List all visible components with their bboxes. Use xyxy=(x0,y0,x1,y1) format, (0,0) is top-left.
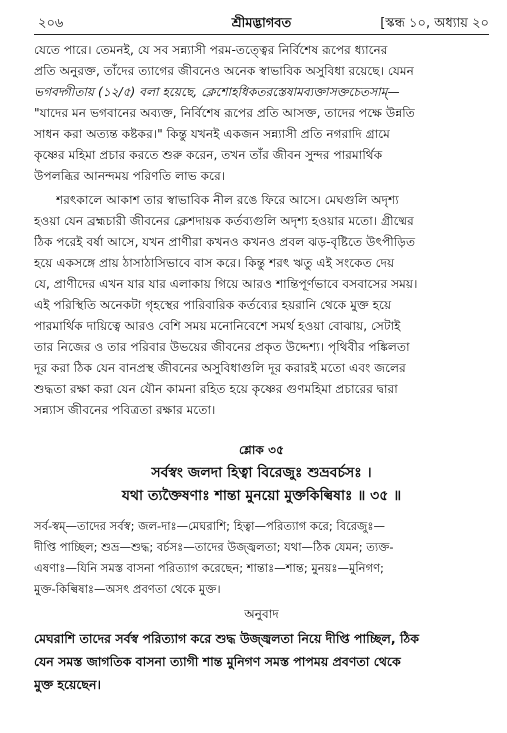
purport-line: তার নিজের ও তার পরিবার উভয়ের জীবনের প্রকৃত উদ্দেশ্য। পৃথিবীর পঙ্কিলতা xyxy=(34,340,410,354)
purport-line: ভগবদ্গীতায় (১২/৫) বলা হয়েছে, ক্লেশোহধিকতরস্তেষামব্যক্তাসক্তচেতসাম্— xyxy=(34,85,400,99)
verse-line: সর্বস্বং জলদা হিত্বা বিরেজুঃ শুভ্রবর্চসঃ । xyxy=(151,465,372,481)
page-header xyxy=(34,14,489,32)
verse-heading: শ্লোক ৩৫ xyxy=(238,443,285,457)
synonyms-line: দীপ্তি পাচ্ছিল; শুভ্র—শুদ্ধ; বর্চসঃ—তাদের উজ্জ্বলতা; যথা—ঠিক যেমন; ত্যক্ত- xyxy=(34,540,394,554)
verse-line: যথা ত্যক্তৈষণাঃ শান্তা মুনয়ো মুক্তকিল্বিষাঃ ॥ ৩৫ ॥ xyxy=(121,488,402,504)
purport-line: ঠিক পরেই বর্ষা আসে, যখন প্রাণীরা কখনও কখনও প্রবল ঝড়-বৃষ্টিতে উৎপীড়িত xyxy=(34,235,416,249)
purport-line: প্রতি অনুরক্ত, তাঁদের ত্যাগের জীবনেও অনেক স্বাভাবিক অসুবিধা রয়েছে। যেমন xyxy=(34,64,414,78)
purport-line: শুদ্ধতা রক্ষা করা যেন যৌন কামনা রহিত হয়ে কৃষ্ণের গুণমহিমা প্রচারের দ্বারা xyxy=(34,382,398,396)
purport-line: দূর করা ঠিক যেন বানপ্রস্থ জীবনের অসুবিধাগুলি দূর করারই মতো এবং জলের xyxy=(34,361,406,375)
page-number: ২০৬ xyxy=(38,16,64,31)
translation-heading: অনুবাদ xyxy=(244,607,279,621)
purport-line: যেতে পারে। তেমনই, যে সব সন্ন্যাসী পরম-তত্ত্বের নির্বিশেষ রূপের ধ্যানের xyxy=(34,43,388,57)
purport-line: হয়ে একসঙ্গে প্রায় ঠাসাঠাসিভাবে বাস করে। কিন্তু শরৎ ঋতু এই সংকেত দেয় xyxy=(34,256,395,270)
synonyms-line: মুক্ত-কিল্বিষাঃ—অসৎ প্রবণতা থেকে মুক্ত। xyxy=(34,582,221,596)
chapter-location: [স্কন্ধ ১০, অধ্যায় ২০ xyxy=(380,16,489,31)
purport-line: উপলব্ধির আনন্দময় পরিণতি লাভ করে। xyxy=(34,169,226,183)
purport-line: এই পরিস্থিতি অনেকটা গৃহস্থের পারিবারিক কর্তব্যের হয়রানি থেকে মুক্ত হয়ে xyxy=(34,298,392,312)
header-rule xyxy=(34,34,489,35)
book-title: শ্রীমদ্ভাগবত xyxy=(231,16,292,31)
purport-line: শরৎকালে আকাশ তার স্বাভাবিক নীল রঙে ফিরে আসে। মেঘগুলি অদৃশ্য xyxy=(56,193,399,207)
purport-line: সাধন করা অত্যন্ত কষ্টকর।" কিন্তু যখনই একজন সন্ন্যাসী প্রতি নগরাদি গ্রামে xyxy=(34,127,390,141)
book-page xyxy=(34,0,489,733)
purport-line: কৃষ্ণের মহিমা প্রচার করতে শুরু করেন, তখন তাঁর জীবন সুন্দর পারমার্থিক xyxy=(34,148,383,162)
synonyms-line: সর্ব-স্বম্—তাদের সর্বস্ব; জল-দাঃ—মেঘরাশি; হিত্বা—পরিত্যাগ করে; বিরেজুঃ— xyxy=(34,519,385,533)
purport-line: যে, প্রাণীদের এখন যার যার এলাকায় গিয়ে আরও শান্তিপূর্ণভাবে বসবাসের সময়। xyxy=(34,277,418,291)
purport-line: সন্ন্যাস জীবনের পবিত্রতা রক্ষার মতো। xyxy=(34,403,216,417)
translation-line: মুক্ত হয়েছেন। xyxy=(34,677,101,692)
purport-line: "যাদের মন ভগবানের অব্যক্ত, নির্বিশেষ রূপের প্রতি আসক্ত, তাদের পক্ষে উন্নতি xyxy=(34,106,415,120)
translation-line: মেঘরাশি তাদের সর্বস্ব পরিত্যাগ করে শুদ্ধ উজ্জ্বলতা নিয়ে দীপ্তি পাচ্ছিল, ঠিক xyxy=(34,631,419,646)
purport-line: হওয়া যেন ব্রহ্মচারী জীবনের ক্লেশদায়ক কর্তব্যগুলি অদৃশ্য হওয়ার মতো। গ্রীষ্মের xyxy=(34,214,414,228)
translation-line: যেন সমস্ত জাগতিক বাসনা ত্যাগী শান্ত মুনিগণ সমস্ত পাপময় প্রবণতা থেকে xyxy=(34,654,401,669)
synonyms-line: এষণাঃ—যিনি সমস্ত বাসনা পরিত্যাগ করেছেন; শান্তাঃ—শান্ত; মুনয়ঃ—মুনিগণ; xyxy=(34,561,384,575)
purport-line: পারমার্থিক দায়িত্বে আরও বেশি সময় মনোনিবেশে সমর্থ হওয়া বোঝায়, সেটাই xyxy=(34,319,401,333)
